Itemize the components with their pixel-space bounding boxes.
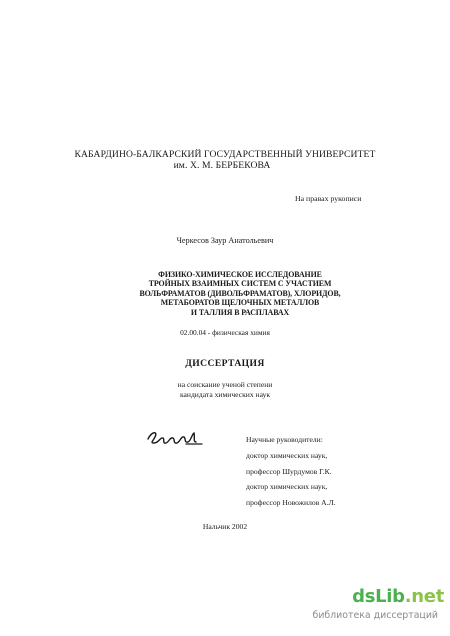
title-line: ВОЛЬФРАМАТОВ (ДИВОЛЬФРАМАТОВ), ХЛОРИДОВ, <box>139 288 341 298</box>
supervisor-degree: доктор химических наук, <box>246 482 328 492</box>
degree-line: кандидата химических наук <box>179 389 271 399</box>
supervisor-name: профессор Шурдумов Г.К. <box>246 466 332 476</box>
dissertation-title <box>120 270 360 317</box>
specialty-code: 02.00.04 - физическая химия <box>180 328 270 337</box>
supervisor-name: профессор Новожилов А.Л. <box>246 498 336 508</box>
university-header <box>0 149 450 171</box>
supervisors-heading: Научные руководители: <box>246 435 323 444</box>
watermark-subtitle: библиотека диссертаций <box>312 610 438 621</box>
title-line: ТРОЙНЫХ ВЗАИМНЫХ СИСТЕМ С УЧАСТИЕМ <box>148 279 332 289</box>
city-year: Нальчик 2002 <box>202 522 248 531</box>
dslib-logo <box>352 586 444 607</box>
manuscript-rights-note: На правах рукописи <box>295 194 362 203</box>
university-named-after: им. Х. М. БЕРБЕКОВА <box>173 160 271 171</box>
degree-line: на соискание ученой степени <box>177 380 273 389</box>
handwritten-signature <box>146 425 206 453</box>
author-name: Черкесов Заур Анатольевич <box>176 236 274 245</box>
logo-domain-text: .net <box>404 586 444 607</box>
logo-main-text: dsLib <box>352 586 405 607</box>
title-line: И ТАЛЛИЯ В РАСПЛАВАХ <box>190 307 290 317</box>
university-name: КАБАРДИНО-БАЛКАРСКИЙ ГОСУДАРСТВЕННЫЙ УНИВЕРСИТЕТ <box>74 149 376 160</box>
supervisors-block <box>246 432 336 511</box>
supervisor-degree: доктор химических наук, <box>246 450 328 460</box>
degree-statement <box>0 380 450 399</box>
document-type: ДИССЕРТАЦИЯ <box>185 358 265 369</box>
title-line: ФИЗИКО-ХИМИЧЕСКОЕ ИССЛЕДОВАНИЕ <box>158 270 322 279</box>
title-line: МЕТАБОРАТОВ ЩЕЛОЧНЫХ МЕТАЛЛОВ <box>160 298 320 308</box>
dslib-watermark <box>312 586 444 626</box>
